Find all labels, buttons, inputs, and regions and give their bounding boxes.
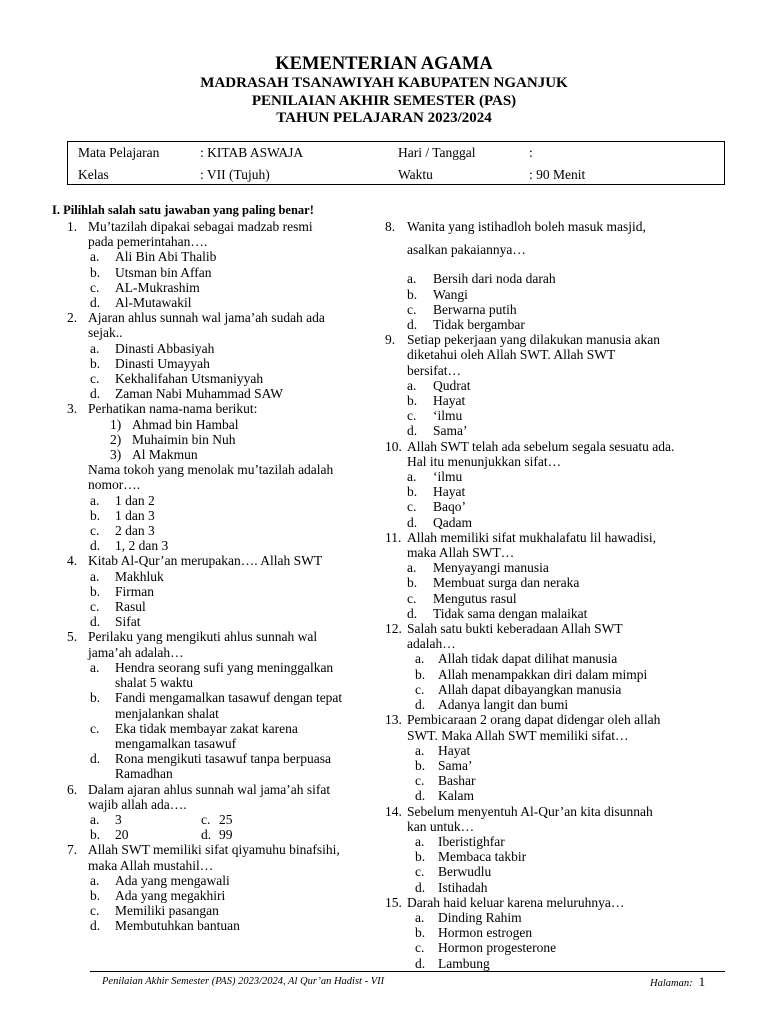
option-letter[interactable]: a.	[90, 811, 100, 827]
option-text: Mengutus rasul	[433, 590, 517, 606]
option-b[interactable]	[385, 484, 725, 499]
option-letter: c.	[407, 499, 417, 515]
option-b[interactable]	[385, 287, 725, 302]
name-list-item	[52, 447, 370, 462]
option-d[interactable]	[385, 697, 725, 712]
question-number: 7.	[67, 842, 78, 858]
question-text-line: Dalam ajaran ahlus sunnah wal jama’ah sifat	[88, 781, 331, 797]
option-d[interactable]	[52, 295, 370, 310]
option-letter: d.	[90, 614, 101, 630]
item-text: Ahmad bin Hambal	[132, 416, 239, 432]
option-b[interactable]	[52, 888, 370, 903]
option-letter: c.	[90, 279, 100, 295]
question-text-line: Kitab Al-Qur’an merupakan…. Allah SWT	[88, 553, 323, 569]
option-c[interactable]	[385, 682, 725, 697]
option-d[interactable]	[385, 880, 725, 895]
option-c[interactable]	[385, 591, 725, 606]
option-text: shalat 5 waktu	[115, 675, 193, 691]
question-text-line: bersifat…	[407, 362, 461, 378]
option-c[interactable]	[52, 523, 370, 538]
option-text: Zaman Nabi Muhammad SAW	[115, 386, 284, 402]
option-letter: b.	[415, 849, 426, 865]
spacer	[385, 257, 725, 271]
question-text-line: Pembicaraan 2 orang dapat didengar oleh allah	[407, 712, 661, 728]
option-text: mengamalkan tasawuf	[115, 735, 237, 751]
question-number: 1.	[67, 219, 78, 234]
option-letter: a.	[90, 492, 100, 508]
option-letter: a.	[407, 560, 417, 576]
option-a[interactable]	[385, 271, 725, 286]
section-number: I.	[52, 203, 60, 217]
option-letter: c.	[407, 301, 417, 317]
option-text: Sama’	[438, 757, 473, 773]
question-14	[385, 804, 725, 834]
question-text-line: diketahui oleh Allah SWT. Allah SWT	[407, 347, 616, 363]
question-number: 11.	[385, 529, 402, 545]
question-text-line: maka Allah mustahil…	[88, 857, 214, 873]
question-text-line: Setiap pekerjaan yang dilakukan manusia akan	[407, 332, 661, 348]
option-text: Allah menampakkan diri dalam mimpi	[438, 666, 648, 682]
option-letter: d.	[90, 386, 101, 402]
question-8	[385, 219, 725, 257]
question-3	[52, 401, 370, 416]
option-letter: a.	[407, 271, 417, 287]
exam-header	[0, 54, 768, 128]
option-text: Hayat	[433, 484, 466, 500]
option-letter: d.	[407, 605, 418, 621]
option-text: Sama’	[433, 423, 468, 439]
left-column	[52, 204, 370, 934]
option-text: Fandi mengamalkan tasawuf dengan tepat	[115, 690, 343, 706]
option-a[interactable]	[385, 469, 725, 484]
option-letter: b.	[415, 925, 426, 941]
option-letter: b.	[415, 666, 426, 682]
option-letter: b.	[90, 887, 101, 903]
option-letter: a.	[415, 909, 425, 925]
option-text: Kalam	[438, 788, 474, 804]
option-letter: d.	[415, 879, 426, 895]
option-letter: c.	[90, 720, 100, 736]
option-text: 1, 2 dan 3	[115, 538, 169, 554]
time-label: Waktu	[398, 167, 433, 182]
option-a[interactable]	[52, 660, 370, 690]
option-text: AL-Mukrashim	[115, 279, 200, 295]
option-text: Bashar	[438, 773, 476, 789]
option-text: Ali Bin Abi Thalib	[115, 249, 217, 265]
option-letter: c.	[415, 681, 425, 697]
option-letter: c.	[90, 371, 100, 387]
option-text: Tidak bergambar	[433, 317, 525, 333]
option-text: 2 dan 3	[115, 523, 155, 539]
option-d[interactable]	[52, 538, 370, 553]
option-c[interactable]	[52, 721, 370, 751]
option-b[interactable]	[52, 690, 370, 720]
option-letter: b.	[407, 484, 418, 500]
option-letter: d.	[90, 918, 101, 934]
question-2	[52, 310, 370, 340]
option-letter: c.	[90, 599, 100, 615]
option-a[interactable]	[52, 341, 370, 356]
option-text: Qadam	[433, 514, 472, 530]
option-letter: a.	[415, 651, 425, 667]
option-d[interactable]	[52, 614, 370, 629]
page-indicator	[650, 974, 705, 990]
option-c[interactable]	[52, 599, 370, 614]
question-number: 6.	[67, 781, 78, 797]
option-b[interactable]	[385, 925, 725, 940]
option-text: Menyayangi manusia	[433, 560, 549, 576]
option-text: Ramadhan	[115, 766, 173, 782]
question-5	[52, 629, 370, 659]
option-text: Ada yang megakhiri	[115, 887, 226, 903]
option-c[interactable]	[385, 940, 725, 955]
question-number: 13.	[385, 712, 402, 728]
option-letter: b.	[90, 264, 101, 280]
option-a[interactable]	[385, 910, 725, 925]
name-list-item	[52, 417, 370, 432]
option-text: Utsman bin Affan	[115, 264, 212, 280]
option-a[interactable]	[385, 834, 725, 849]
option-text: Bersih dari noda darah	[433, 271, 556, 287]
question-text-line: Salah satu bukti keberadaan Allah SWT	[407, 621, 623, 637]
option-text: Membuat surga dan neraka	[433, 575, 580, 591]
option-letter: b.	[407, 286, 418, 302]
option-letter: d.	[90, 538, 101, 554]
date-value: :	[529, 145, 533, 160]
question-text-line: maka Allah SWT…	[407, 545, 515, 561]
option-letter: b.	[90, 507, 101, 523]
right-column	[385, 219, 725, 971]
question-text-line: asalkan pakaiannya…	[407, 242, 526, 258]
option-text: Dinasti Abbasiyah	[115, 340, 215, 356]
option-text: Adanya langit dan bumi	[438, 697, 569, 713]
option-letter: a.	[90, 249, 100, 265]
question-15	[385, 895, 725, 910]
option-a[interactable]	[385, 560, 725, 575]
option-c[interactable]	[385, 499, 725, 514]
question-number: 12.	[385, 621, 402, 637]
question-number: 9.	[385, 332, 396, 348]
option-text: Hendra seorang sufi yang meninggalkan	[115, 659, 334, 675]
date-label: Hari / Tanggal	[398, 145, 476, 160]
option-text: Hormon estrogen	[438, 925, 533, 941]
question-text-line: Wanita yang istihadloh boleh masuk masjid,	[407, 219, 646, 234]
option-text: Membutuhkan bantuan	[115, 918, 240, 934]
option-letter: a.	[90, 340, 100, 356]
option-a[interactable]	[385, 743, 725, 758]
subject-value: : KITAB ASWAJA	[200, 145, 304, 160]
question-13	[385, 712, 725, 742]
option-text: Membaca takbir	[438, 849, 527, 865]
question-number: 2.	[67, 310, 78, 326]
option-c[interactable]	[52, 371, 370, 386]
page-label: Halaman:	[650, 978, 693, 989]
option-text[interactable]: 99	[219, 827, 233, 843]
question-text-line: sejak..	[88, 325, 123, 341]
question-text-line: Mu’tazilah dipakai sebagai madzab resmi	[88, 219, 313, 234]
option-c[interactable]	[52, 903, 370, 918]
option-text: Rona mengikuti tasawuf tanpa berpuasa	[115, 751, 331, 767]
question-text-line: adalah…	[407, 636, 456, 652]
question-9	[385, 332, 725, 378]
option-text: 1 dan 3	[115, 507, 155, 523]
option-letter: d.	[407, 514, 418, 530]
section-instruction: Pilihlah salah satu jawaban yang paling benar!	[63, 203, 314, 217]
exam-title: PENILAIAN AKHIR SEMESTER (PAS)	[251, 92, 517, 109]
option-a[interactable]	[52, 493, 370, 508]
option-letter: a.	[90, 659, 100, 675]
option-letter: d.	[415, 788, 426, 804]
option-text: Rasul	[115, 599, 146, 615]
question-6	[52, 782, 370, 812]
option-letter: a.	[407, 469, 417, 485]
option-b[interactable]	[385, 575, 725, 590]
option-text: Al-Mutawakil	[115, 295, 192, 311]
option-letter: b.	[90, 583, 101, 599]
option-letter: d.	[415, 697, 426, 713]
option-text: Berwarna putih	[433, 301, 517, 317]
question-text-line: Nama tokoh yang menolak mu’tazilah adalah	[88, 462, 334, 478]
option-letter: c.	[415, 864, 425, 880]
option-letter[interactable]: b.	[90, 827, 101, 843]
question-1	[52, 219, 370, 249]
option-text: Ada yang mengawali	[115, 872, 230, 888]
section-heading	[52, 204, 370, 217]
option-d[interactable]	[385, 956, 725, 971]
question-number: 10.	[385, 438, 402, 454]
item-number: 2)	[110, 431, 122, 447]
option-letter: c.	[415, 940, 425, 956]
option-text: Allah tidak dapat dilihat manusia	[438, 651, 618, 667]
option-text[interactable]: 3	[115, 811, 122, 827]
option-b[interactable]	[52, 584, 370, 599]
question-11	[385, 530, 725, 560]
question-text-line: pada pemerintahan….	[88, 234, 208, 250]
option-b[interactable]	[385, 667, 725, 682]
option-b[interactable]	[52, 356, 370, 371]
question-text-line: Perilaku yang mengikuti ahlus sunnah wal	[88, 629, 318, 645]
option-letter: a.	[415, 742, 425, 758]
option-letter: c.	[90, 523, 100, 539]
option-row	[52, 812, 370, 827]
question-number: 14.	[385, 803, 402, 819]
option-letter: b.	[90, 355, 101, 371]
option-letter: a.	[90, 872, 100, 888]
question-10	[385, 439, 725, 469]
option-c[interactable]	[385, 302, 725, 317]
option-text: Lambung	[438, 955, 490, 971]
option-text: Hormon progesterone	[438, 940, 557, 956]
option-d[interactable]	[52, 751, 370, 781]
question-number: 3.	[67, 401, 78, 417]
option-text: Wangi	[433, 286, 468, 302]
option-c[interactable]	[385, 864, 725, 879]
option-letter[interactable]: c.	[201, 811, 211, 827]
question-text-line: nomor….	[88, 477, 141, 493]
option-text: Qudrat	[433, 377, 471, 393]
option-text: Memiliki pasangan	[115, 903, 219, 919]
question-4	[52, 553, 370, 568]
question-3-prompt	[52, 462, 370, 492]
option-text: Dinasti Umayyah	[115, 355, 210, 371]
option-text: Baqo’	[433, 499, 466, 515]
subject-label: Mata Pelajaran	[78, 145, 160, 160]
name-list-item	[52, 432, 370, 447]
option-letter[interactable]: d.	[201, 827, 212, 843]
question-text-line: jama’ah adalah…	[88, 644, 184, 660]
question-text-line: Hal itu menunjukkan sifat…	[407, 453, 562, 469]
option-letter: c.	[90, 903, 100, 919]
question-text-line: Perhatikan nama-nama berikut:	[88, 401, 258, 417]
ministry-title: KEMENTERIAN AGAMA	[275, 54, 493, 74]
option-letter: a.	[407, 377, 417, 393]
footer-title: Penilaian Akhir Semester (PAS) 2023/2024, Al Qur’an Hadist - VII	[102, 976, 385, 987]
option-text: ‘ilmu	[433, 469, 463, 485]
option-letter: d.	[90, 751, 101, 767]
option-a[interactable]	[52, 569, 370, 584]
question-text-line: Darah haid keluar karena meluruhnya…	[407, 894, 625, 910]
option-d[interactable]	[52, 386, 370, 401]
option-letter: d.	[415, 955, 426, 971]
option-text: Kekhalifahan Utsmaniyyah	[115, 371, 264, 387]
question-text-line: kan untuk…	[407, 818, 475, 834]
option-d[interactable]	[385, 515, 725, 530]
class-value: : VII (Tujuh)	[200, 167, 270, 182]
question-text-line: wajib allah ada….	[88, 796, 187, 812]
option-d[interactable]	[385, 788, 725, 803]
question-text-line: Allah memiliki sifat mukhalafatu lil hawadisi,	[407, 529, 656, 545]
option-c[interactable]	[385, 408, 725, 423]
question-text-line: Allah SWT telah ada sebelum segala sesuatu ada.	[407, 438, 675, 454]
option-letter: b.	[90, 690, 101, 706]
option-b[interactable]	[52, 265, 370, 280]
option-letter: b.	[415, 757, 426, 773]
option-letter: b.	[407, 393, 418, 409]
option-b[interactable]	[385, 758, 725, 773]
option-letter: a.	[415, 833, 425, 849]
option-d[interactable]	[385, 606, 725, 621]
option-letter: d.	[407, 317, 418, 333]
option-text: ‘ilmu	[433, 408, 463, 424]
option-a[interactable]	[385, 378, 725, 393]
class-label: Kelas	[78, 167, 109, 182]
option-d[interactable]	[52, 918, 370, 933]
school-title: MADRASAH TSANAWIYAH KABUPATEN NGANJUK	[200, 75, 568, 91]
question-number: 8.	[385, 219, 396, 234]
option-c[interactable]	[52, 280, 370, 295]
option-b[interactable]	[385, 849, 725, 864]
item-number: 3)	[110, 447, 122, 463]
question-12	[385, 621, 725, 651]
option-c[interactable]	[385, 773, 725, 788]
question-7	[52, 842, 370, 872]
option-text: Berwudlu	[438, 864, 492, 880]
option-a[interactable]	[52, 249, 370, 264]
option-text[interactable]: 20	[115, 827, 129, 843]
option-d[interactable]	[385, 317, 725, 332]
option-letter: c.	[415, 773, 425, 789]
option-text: Tidak sama dengan malaikat	[433, 605, 588, 621]
exam-info-box	[67, 141, 725, 185]
option-d[interactable]	[385, 423, 725, 438]
option-letter: a.	[90, 568, 100, 584]
question-text-line: Ajaran ahlus sunnah wal jama’ah sudah ada	[88, 310, 325, 326]
option-letter: b.	[407, 575, 418, 591]
option-a[interactable]	[385, 651, 725, 666]
option-text: Makhluk	[115, 568, 164, 584]
option-text: Iberistighfar	[438, 833, 505, 849]
option-a[interactable]	[52, 873, 370, 888]
item-number: 1)	[110, 416, 122, 432]
option-text: menjalankan shalat	[115, 705, 219, 721]
item-text: Al Makmun	[132, 447, 198, 463]
option-text: Hayat	[433, 393, 466, 409]
academic-year: TAHUN PELAJARAN 2023/2024	[276, 110, 492, 126]
question-text-line: SWT. Maka Allah SWT memiliki sifat…	[407, 727, 629, 743]
option-text[interactable]: 25	[219, 811, 233, 827]
question-number: 4.	[67, 553, 78, 569]
time-value: : 90 Menit	[529, 167, 586, 182]
question-number: 15.	[385, 894, 402, 910]
option-letter: c.	[407, 590, 417, 606]
option-text: Allah dapat dibayangkan manusia	[438, 681, 622, 697]
question-number: 5.	[67, 629, 78, 645]
option-text: Eka tidak membayar zakat karena	[115, 720, 298, 736]
option-text: Firman	[115, 583, 154, 599]
option-text: Dinding Rahim	[438, 909, 522, 925]
option-row	[52, 827, 370, 842]
option-text: Istihadah	[438, 879, 488, 895]
option-letter: d.	[90, 295, 101, 311]
option-text: Hayat	[438, 742, 471, 758]
page-number: 1	[698, 974, 706, 989]
option-letter: d.	[407, 423, 418, 439]
question-text-line: Allah SWT memiliki sifat qiyamuhu binafsihi,	[88, 842, 340, 858]
option-text: Sifat	[115, 614, 141, 630]
option-b[interactable]	[385, 393, 725, 408]
question-text-line: Sebelum menyentuh Al-Qur’an kita disunnah	[407, 803, 653, 819]
item-text: Muhaimin bin Nuh	[132, 431, 236, 447]
footer-divider	[90, 971, 725, 972]
option-b[interactable]	[52, 508, 370, 523]
option-letter: c.	[407, 408, 417, 424]
option-text: 1 dan 2	[115, 492, 155, 508]
